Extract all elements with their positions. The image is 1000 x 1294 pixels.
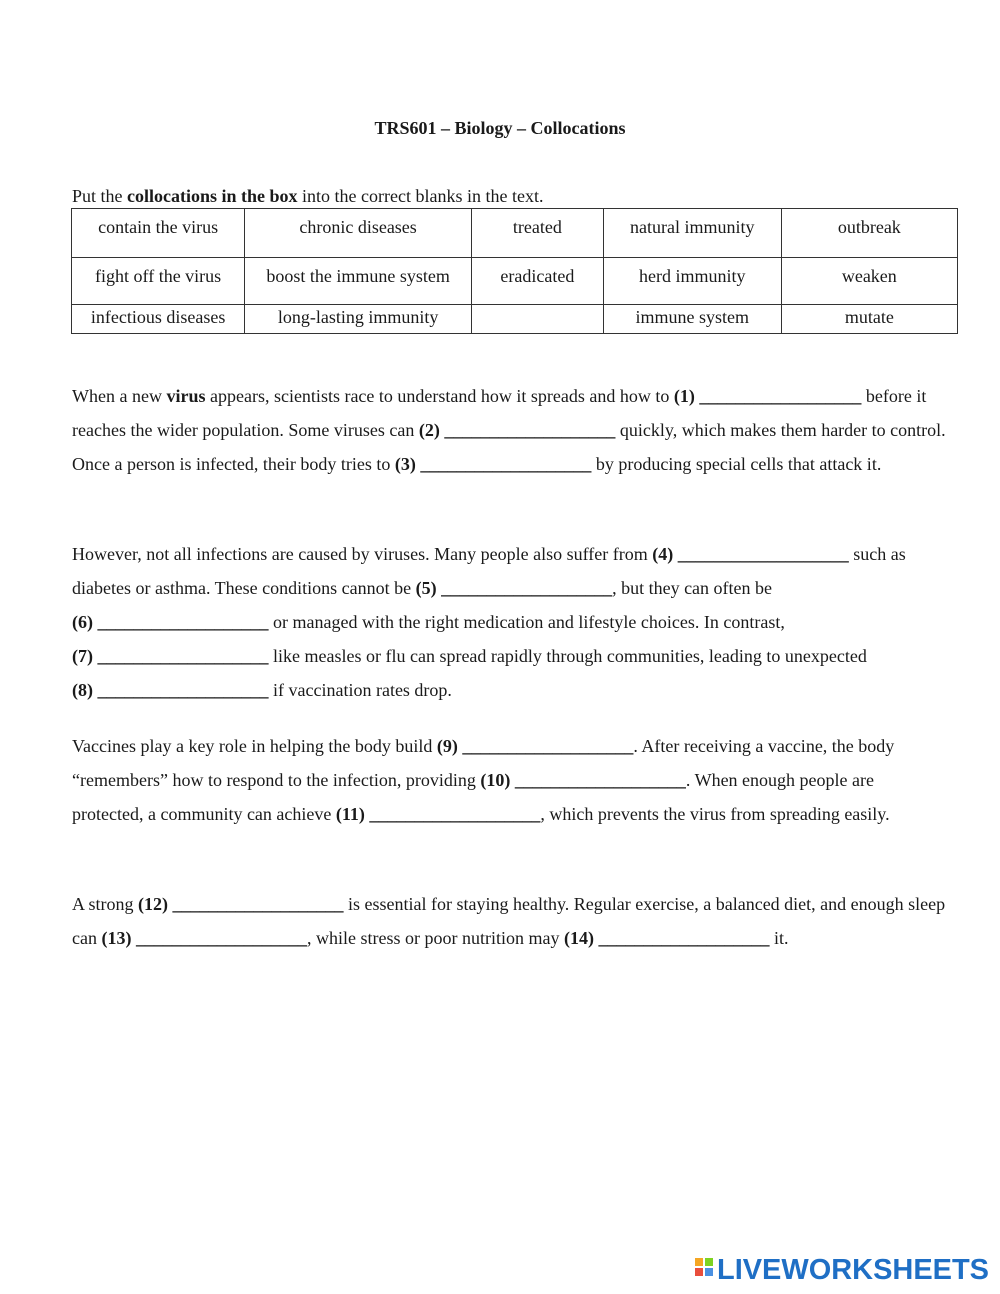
gap-6[interactable]: (6) ___________________	[72, 612, 269, 632]
word-cell: immune system	[603, 305, 781, 334]
gap-14[interactable]: (14) ___________________	[563, 928, 770, 948]
collocation-box	[71, 208, 958, 334]
logo-block-icon	[705, 1258, 713, 1266]
logo-block-icon	[705, 1268, 713, 1276]
gap-2[interactable]: (2) ___________________	[418, 420, 616, 440]
gap-4[interactable]: (4) ___________________	[652, 544, 849, 564]
gap-11[interactable]: (11) ___________________	[335, 804, 541, 824]
word-cell: mutate	[781, 305, 957, 334]
logo-block-icon	[695, 1258, 703, 1266]
word-cell: treated	[471, 209, 603, 258]
paragraph-2: However, not all infections are caused by viruses. Many people also suffer from (4) ___________________ such as diabetes or asthma. These conditions cannot be (5) ___________________, but they can often be (6) ___________________ or managed with the right medication and lifestyle choices. In contrast, (7) ___________________ like measles or flu can spread rapidly through communities, leading to unexpected (8) ___________________ if vaccination rates drop.	[72, 544, 906, 700]
paragraph-4: A strong (12) ___________________ is essential for staying healthy. Regular exercise, a balanced diet, and enough sleep can (13) ___________________, while stress or poor nutrition may (14) ___________________ it.	[72, 894, 946, 948]
table-row	[72, 209, 958, 258]
gap-8[interactable]: (8) ___________________	[72, 680, 269, 700]
word-cell: chronic diseases	[245, 209, 472, 258]
word-cell-empty	[471, 305, 603, 334]
word-cell: weaken	[781, 258, 957, 305]
gap-1[interactable]: (1) __________________	[673, 386, 862, 406]
page-title: TRS601 – Biology – Collocations	[374, 118, 626, 138]
gap-13[interactable]: (13) ___________________	[101, 928, 307, 948]
word-cell: eradicated	[471, 258, 603, 305]
gap-5[interactable]: (5) ___________________	[415, 578, 613, 598]
paragraph-1: When a new virus appears, scientists race to understand how it spreads and how to (1) __________________ before it reaches the wider population. Some viruses can (2) ___________________ quickly, which makes them harder to control. Once a person is infected, their body tries to (3) ___________________ by producing special cells that attack it.	[72, 386, 946, 474]
table-row	[72, 305, 958, 334]
gap-7[interactable]: (7) ___________________	[72, 646, 269, 666]
liveworksheets-logo	[693, 1254, 993, 1284]
gap-3[interactable]: (3) ___________________	[394, 454, 592, 474]
word-cell: long-lasting immunity	[245, 305, 472, 334]
word-cell: herd immunity	[603, 258, 781, 305]
logo-text: LIVEWORKSHEETS	[717, 1254, 989, 1284]
instructions: Put the collocations in the box into the correct blanks in the text.	[72, 186, 544, 206]
gap-10[interactable]: (10) ___________________	[480, 770, 686, 790]
paragraph-3: Vaccines play a key role in helping the body build (9) ___________________. After receiving a vaccine, the body “remembers” how to respond to the infection, providing (10) ___________________. When enough people are protected, a community can achieve (11) ___________________, which prevents the virus from spreading easily.	[72, 736, 895, 824]
gap-9[interactable]: (9) ___________________	[436, 736, 634, 756]
word-cell: natural immunity	[603, 209, 781, 258]
logo-block-icon	[695, 1268, 703, 1276]
word-cell: infectious diseases	[72, 305, 245, 334]
gap-12[interactable]: (12) ___________________	[138, 894, 344, 914]
table-row	[72, 258, 958, 305]
word-cell: boost the immune system	[245, 258, 472, 305]
word-cell: contain the virus	[72, 209, 245, 258]
word-cell: fight off the virus	[72, 258, 245, 305]
word-cell: outbreak	[781, 209, 957, 258]
